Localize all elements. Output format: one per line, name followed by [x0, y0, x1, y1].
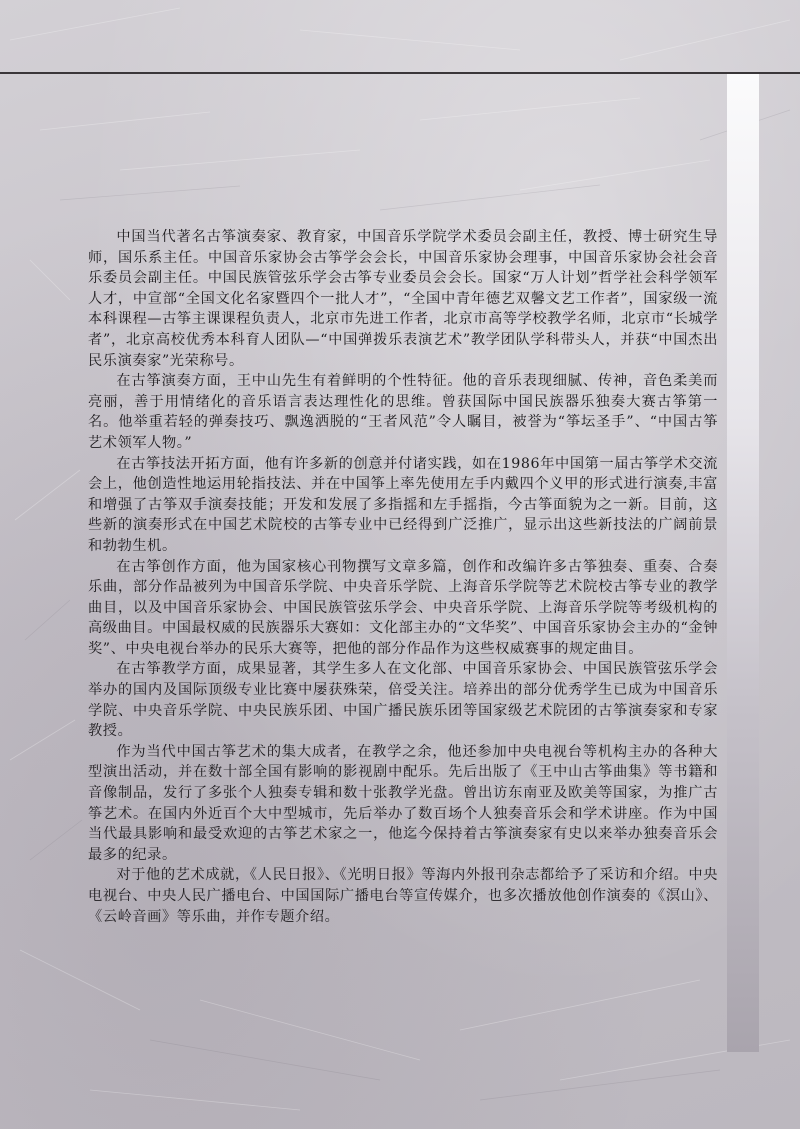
paragraph-performance: 在古筝演奏方面，王中山先生有着鲜明的个性特征。他的音乐表现细腻、传神，音色柔美而亮丽，善于用情绪化的音乐语言表达理性化的思维。曾获国际中国民族器乐独奏大赛古筝第一名。他举重若轻的弹奏技巧、飘逸洒脱的“王者风范”令人瞩目，被誉为“筝坛圣手”、“中国古筝艺术领军人物。”	[88, 373, 718, 451]
paragraph-media: 对于他的艺术成就，《人民日报》、《光明日报》等海内外报刊杂志都给予了采访和介绍。中央电视台、中央人民广播电台、中国国际广播电台等宣传媒介，也多次播放他创作演奏的《溟山》、《云岭音画》等乐曲，并作专题介绍。	[88, 867, 718, 925]
paragraph-intro: 中国当代著名古筝演奏家、教育家，中国音乐学院学术委员会副主任，教授、博士研究生导师，国乐系主任。中国音乐家协会古筝学会会长，中国音乐家协会理事，中国音乐家协会社会音乐委员会副主任。中国民族管弦乐学会古筝专业委员会会长。国家“万人计划”哲学社会科学领军人才，中宣部“全国文化名家暨四个一批人才”，“全国中青年德艺双馨文艺工作者”，国家级一流本科课程—古筝主课课程负责人，北京市先进工作者，北京市高等学校教学名师，北京市“长城学者”，北京高校优秀本科育人团队—“中国弹拨乐表演艺术”教学团队学科带头人，并获“中国杰出民乐演奏家”光荣称号。	[88, 229, 718, 369]
paragraph-career: 作为当代中国古筝艺术的集大成者，在教学之余，他还参加中央电视台等机构主办的各种大型演出活动，并在数十部全国有影响的影视剧中配乐。先后出版了《王中山古筝曲集》等书籍和音像制品，发行了多张个人独奏专辑和数十张教学光盘。曾出访东南亚及欧美等国家，为推广古筝艺术。在国内外近百个大中型城市，先后举办了数百场个人独奏音乐会和学术讲座。作为中国当代最具影响和最受欢迎的古筝艺术家之一，他迄今保持着古筝演奏家有史以来举办独奏音乐会最多的纪录。	[88, 743, 718, 863]
paragraph-composition: 在古筝创作方面，他为国家核心刊物撰写文章多篇，创作和改编许多古筝独奏、重奏、合奏乐曲，部分作品被列为中国音乐学院、中央音乐学院、上海音乐学院等艺术院校古筝专业的教学曲目，以及中国音乐家协会、中国民族管弦乐学会、中央音乐学院、上海音乐学院等考级机构的高级曲目。中国最权威的民族器乐大赛如：文化部主办的“文华奖”、中国音乐家协会主办的“金钟奖”、中央电视台举办的民乐大赛等，把他的部分作品作为这些权威赛事的规定曲目。	[88, 558, 718, 657]
side-decoration-bar	[727, 74, 759, 1052]
paragraph-teaching: 在古筝教学方面，成果显著，其学生多人在文化部、中国音乐家协会、中国民族管弦乐学会举办的国内及国际顶级专业比赛中屡获殊荣，倍受关注。培养出的部分优秀学生已成为中国音乐学院、中央音乐学院、中央民族乐团、中国广播民族乐团等国家级艺术院团的古筝演奏家和专家教授。	[88, 661, 718, 740]
biography-article	[88, 227, 718, 927]
header-rule	[0, 72, 800, 74]
paragraph-technique: 在古筝技法开拓方面，他有许多新的创意并付诸实践，如在1986年中国第一届古筝学术交流会上，他创造性地运用轮指技法、并在中国筝上率先使用左手内戴四个义甲的形式进行演奏,丰富和增强了古筝双手演奏技能；开发和发展了多指摇和左手摇指，今古筝面貌为之一新。目前，这些新的演奏形式在中国艺术院校的古筝专业中已经得到广泛推广，显示出这些新技法的广阔前景和勃勃生机。	[88, 455, 718, 554]
